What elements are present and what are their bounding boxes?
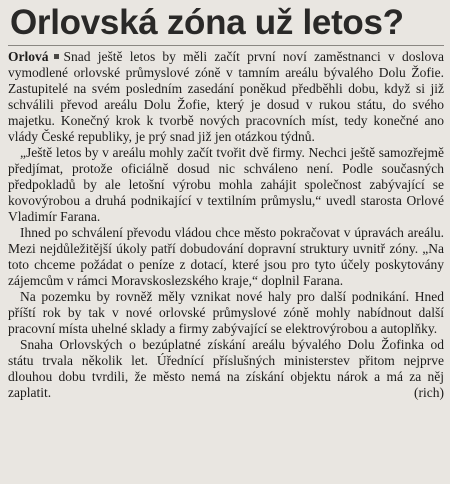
paragraph-1 <box>8 49 444 145</box>
headline-rule <box>8 45 444 46</box>
paragraph-3: Ihned po schválení převodu vládou chce město pokračovat v úpravách areálu. Mezi nejdůležitější úkoly patří dobudování dopravní struktury uvnitř zóny. „Na toto chceme požádat o peníze z dotací, které jsou pro tyto účely poskytovány zájemcům v rámci Moravskoslezského kraje,“ doplnil Farana. <box>8 225 444 288</box>
bullet-icon <box>54 54 59 59</box>
paragraph-1-text: Snad ještě letos by měli začít první noví zaměstnanci v doslova vymodlené orlovské průmyslové zóně v tamním areálu bývalého Dolu Žofie. Zastupitelé na svém posledním zasedání poněkud předběhli dobu, když si již schválili převod areálu Dolu Žofie, který je dosud v rukou státu, do svého majetku. Konečný krok k tvorbě nových pracovních míst, tedy konečné ano vlády České republiky, je prý snad již jen otázkou týdnů. <box>8 49 444 144</box>
dateline: Orlová <box>8 49 49 64</box>
paragraph-2: „Ještě letos by v areálu mohly začít tvořit dvě firmy. Nechci ještě samozřejmě předjímat, protože oficiálně dosud nic schváleno není. Podle současných předpokladů by ale letošní výrobu mohla zahájit společnost zabývající se kovovýrobou a druhá podnikající v textilním průmyslu,“ uvedl starosta Orlové Vladimír Farana. <box>8 145 444 224</box>
paragraph-4: Na pozemku by rovněž měly vznikat nové haly pro další podnikání. Hned příští rok by tak v nové orlovské průmyslové zóně mohly nabídnout další pracovní místa uhelné sklady a firmy zabývající se elektrovýrobou a autoplňky. <box>8 289 444 336</box>
paragraph-5 <box>8 337 444 401</box>
paragraph-5-text: Snaha Orlovských o bezúplatné získání areálu bývalého Dolu Žofinka od státu trvala několik let. Úřednící příslušných ministerstev přitom nejprve dlouhou dobu tvrdili, že město nemá na získání objektu nárok a má za něj zaplatit. <box>8 337 444 400</box>
headline: Orlovská zóna už letos? <box>10 3 404 42</box>
article-body <box>8 49 444 401</box>
byline: (rich) <box>414 385 444 400</box>
